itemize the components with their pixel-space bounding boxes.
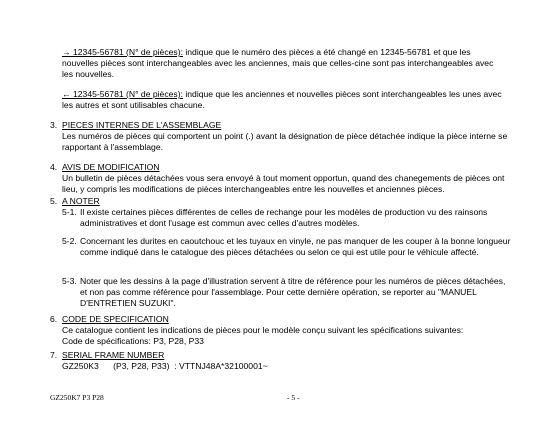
section-5-title: A NOTER <box>62 196 100 206</box>
section-4-number: 4. <box>50 162 58 172</box>
section-7-frame-number: GZ250K3 (P3, P28, P33) : VTTNJ48A*32100001~ <box>62 361 268 371</box>
section-7 <box>62 350 512 372</box>
section-3-title: PIECES INTERNES DE L'ASSEMBLAGE <box>62 120 222 130</box>
part-code-interchangeable: ← 12345-56781 (N° de pièces): <box>62 89 183 99</box>
section-6-title: CODE DE SPECIFICATION <box>62 314 169 324</box>
intro-paragraph-2 <box>62 89 502 111</box>
section-6 <box>62 314 512 347</box>
section-6-spec-codes: Code de spécifications: P3, P28, P33 <box>62 336 204 346</box>
intro-text-2: indique que les anciennes et nouvelles pièces sont interchangeables les unes avec les autres et sont utilisables chacune. <box>62 89 502 110</box>
section-4-body: Un bulletin de pièces détachées vous sera envoyé à tout moment opportun, quand des chanegements de pièces ont lieu, y compris les modifications de pièces interchangeables entre les nouvelles et anciennes pièces. <box>62 173 505 194</box>
section-6-number: 6. <box>50 314 58 324</box>
note-5-3-text: Noter que les dessins à la page d'illustration servent à titre de référence pour les numéros de pièces détachées, et non pas comme référence pour l'assemblage. Pour cette dernière opération, se reporter au "MANUEL D'ENTRETIEN SUZUKI". <box>80 276 506 308</box>
intro-paragraph-1 <box>62 47 502 80</box>
section-6-body: Ce catalogue contient les indications de pièces pour le modèle conçu suivant les spécifications suivantes: <box>62 325 464 335</box>
footer-page-number: - 5 - <box>287 393 300 402</box>
note-5-1-number: 5-1. <box>62 207 77 217</box>
note-5-3-number: 5-3. <box>62 276 77 286</box>
section-3-number: 3. <box>50 120 58 130</box>
section-4 <box>62 162 512 195</box>
note-5-1-text: Il existe certaines pièces différentes de celles de rechange pour les modèles de production vu des rainsons administratives et dont l'usage est commun avec celles d'autres modèles. <box>80 207 488 228</box>
section-3-body: Les numéros de pièces qui comportent un point (.) avant la désignation de pièce détachée indique la pièce interne se rapportant à l'assemblage. <box>62 131 508 152</box>
section-7-title: SERIAL FRAME NUMBER <box>62 350 165 360</box>
section-3 <box>62 120 512 153</box>
note-5-2-text: Concernant les durites en caoutchouc et les tuyaux en vinyle, ne pas manquer de les couper à la bonne longueur comme indiqué dans le catalogue des pièces détachées ou selon ce qui est utile pour le véhicule affecté. <box>80 236 511 257</box>
intro-text-1: indique que le numéro des pièces a été changé en 12345-56781 et que les nouvelles pièces sont interchangeables avec les anciennes, mais que celles-cine sont pas interchangeables avec les nouvelles. <box>62 47 494 79</box>
section-4-title: AVIS DE MODIFICATION <box>62 162 160 172</box>
part-code-changed: → 12345-56781 (N° de pièces): <box>62 47 183 57</box>
section-5-number: 5. <box>50 196 58 206</box>
section-7-number: 7. <box>50 350 58 360</box>
note-5-2-number: 5-2. <box>62 236 77 246</box>
footer-model-code: GZ250K7 P3 P28 <box>50 393 104 402</box>
section-5-title-wrap <box>62 196 512 207</box>
